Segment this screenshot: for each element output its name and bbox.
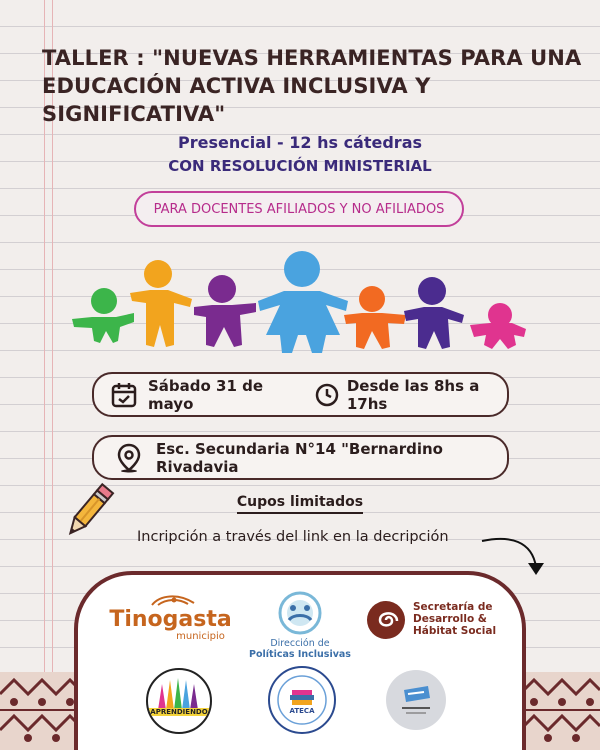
decorative-band-right — [520, 672, 600, 750]
kid-purple — [194, 275, 256, 347]
decorative-band-left — [0, 672, 80, 750]
registration-note: Incripción a través del link en la decripción — [137, 529, 449, 545]
sec-line-2: Desarrollo & — [413, 613, 487, 625]
kid-yellow — [130, 260, 192, 347]
inclusion-emblem-icon — [277, 590, 323, 636]
event-date: Sábado 31 de mayo — [148, 376, 264, 413]
sec-line-1: Secretaría de — [413, 601, 493, 613]
limited-spots — [0, 494, 600, 510]
page-title — [42, 44, 582, 128]
secretaria-spiral-icon — [366, 600, 406, 640]
event-time: Desde las 8hs a 17hs — [346, 376, 480, 413]
event-location: Esc. Secundaria N°14 "Bernardino Rivadavia — [156, 439, 443, 476]
ateca-books-icon — [270, 668, 334, 732]
clock-icon — [315, 383, 339, 407]
title-line-2: EDUCACIÓN ACTIVA INCLUSIVA Y SIGNIFICATIVA" — [42, 74, 431, 126]
logo-ateca — [268, 666, 336, 734]
date-time-box — [92, 372, 509, 417]
curved-arrow-icon — [470, 527, 550, 577]
children-illustration — [0, 235, 600, 370]
tinogasta-sun-icon — [148, 593, 198, 607]
location-pin-icon — [116, 443, 142, 473]
logo-aprendiendo — [146, 668, 212, 734]
kid-green — [72, 288, 134, 343]
audience-pill — [134, 191, 464, 227]
calendar-icon — [110, 381, 138, 409]
kid-orange — [344, 286, 406, 349]
pencil-icon — [58, 480, 120, 542]
logo-politicas-inclusivas — [245, 590, 355, 660]
tinogasta-name: Tinogasta — [109, 607, 232, 632]
aprendiendo-hands-icon — [148, 670, 210, 732]
resolution-text: CON RESOLUCIÓN MINISTERIAL — [168, 157, 432, 175]
tinogasta-sub: municipio — [176, 631, 225, 642]
dpi-line-2: Políticas Inclusivas — [249, 649, 351, 660]
ateca-label: ATECA — [289, 707, 315, 715]
dpi-line-1: Dirección de — [270, 638, 330, 649]
aprendiendo-label: APRENDIENDO — [148, 708, 210, 716]
audience-pill-label: PARA DOCENTES AFILIADOS Y NO AFILIADOS — [153, 201, 445, 217]
title-line-1: TALLER : "NUEVAS HERRAMIENTAS PARA UNA — [42, 46, 582, 70]
location-box — [92, 435, 509, 480]
sec-line-3: Hábitat Social — [413, 625, 497, 637]
logo-tinogasta — [108, 593, 233, 642]
kid-darkpurple — [404, 277, 464, 349]
logo-consejo — [384, 668, 448, 732]
kid-blue — [258, 251, 348, 353]
limited-spots-label: Cupos limitados — [237, 494, 363, 514]
modality-text: Presencial - 12 hs cátedras — [177, 133, 423, 152]
kid-pink — [470, 303, 526, 349]
